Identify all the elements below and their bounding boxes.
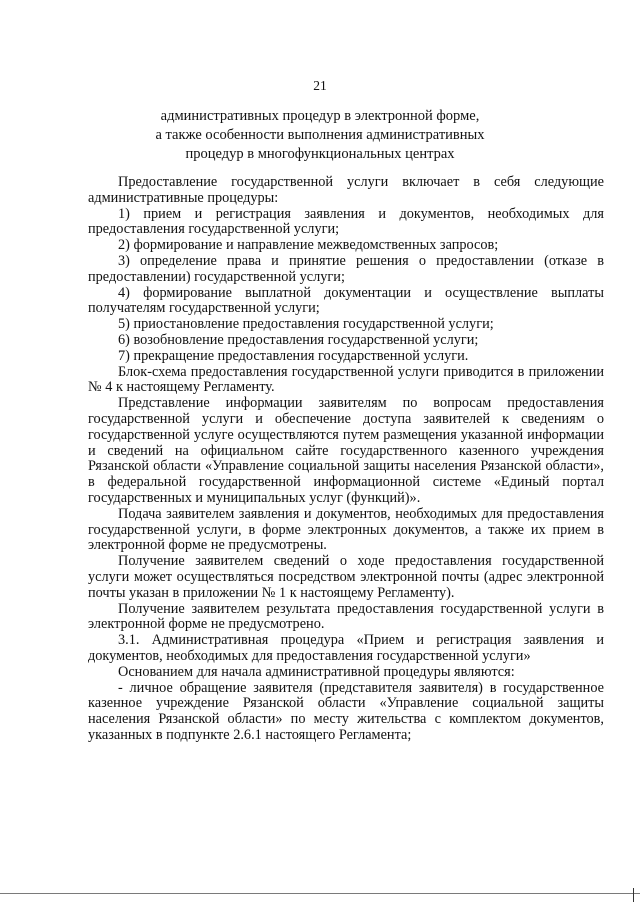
list-item-1: 1) прием и регистрация заявления и документов, необходимых для предоставления государственной услуги; [88,205,604,238]
list-item-6: 6) возобновление предоставления государственной услуги; [118,331,479,348]
list-item: - личное обращение заявителя (представителя заявителя) в государственное казенное учреждение Рязанской области «Управление социальной защиты населения Рязанской области» по месту жительства с комплектом документов, указанных в подпункте 2.6.1 настоящего Регламента; [88,679,604,743]
section-title: 3.1. Административная процедура «Прием и регистрация заявления и документов, необходимых для предоставления государственной услуги» [88,632,604,664]
paragraph: Получение заявителем результата предоставления государственной услуги в электронной форме не предусмотрено. [88,600,604,633]
list-item-7: 7) прекращение предоставления государственной услуги. [118,347,469,364]
heading-line: процедур в многофункциональных центрах [185,146,455,162]
list-item-5: 5) приостановление предоставления государственной услуги; [118,316,494,333]
page-edge-mark [633,888,634,902]
list-item-4: 4) формирование выплатной документации и осуществление выплаты получателям государственной услуги; [88,284,604,317]
page-bottom-line [0,893,640,894]
list-item-3: 3) определение права и принятие решения о предоставлении (отказе в предоставлении) государственной услуги; [88,252,604,285]
paragraph: Получение заявителем сведений о ходе предоставления государственной услуги может осуществляться посредством электронной почты (адрес электронной почты указан в приложении № 1 к настоящему Регламенту). [88,553,604,601]
heading-line: административных процедур в электронной форме, [160,108,480,124]
heading-line: а также особенности выполнения административных [155,127,485,143]
paragraph: Блок-схема предоставления государственной услуги приводится в приложении № 4 к настоящему Регламенту. [88,363,604,396]
paragraph: Предоставление государственной услуги включает в себя следующие административные процедуры: [88,174,604,206]
section-heading [120,107,520,164]
page-number: 21 [313,78,327,93]
list-item-2: 2) формирование и направление межведомственных запросов; [118,237,499,254]
document-body [88,175,604,744]
paragraph: Подача заявителем заявления и документов, необходимых для предоставления государственной услуги, в форме электронных документов, а также их прием в электронной форме не предусмотрены. [88,505,604,554]
paragraph: Представление информации заявителям по вопросам предоставления государственной услуги и обеспечение доступа заявителей к сведениям о государственной услуге осуществляются путем размещения указанной информации и сведений на официальном сайте государственного казенного учреждения Рязанской области «Управление социальной защиты населения Рязанской области», в федеральной государственной информационной системе «Единый портал государственных и муниципальных услуг (функций)». [88,395,604,506]
paragraph: Основанием для начала административной процедуры являются: [118,663,515,680]
